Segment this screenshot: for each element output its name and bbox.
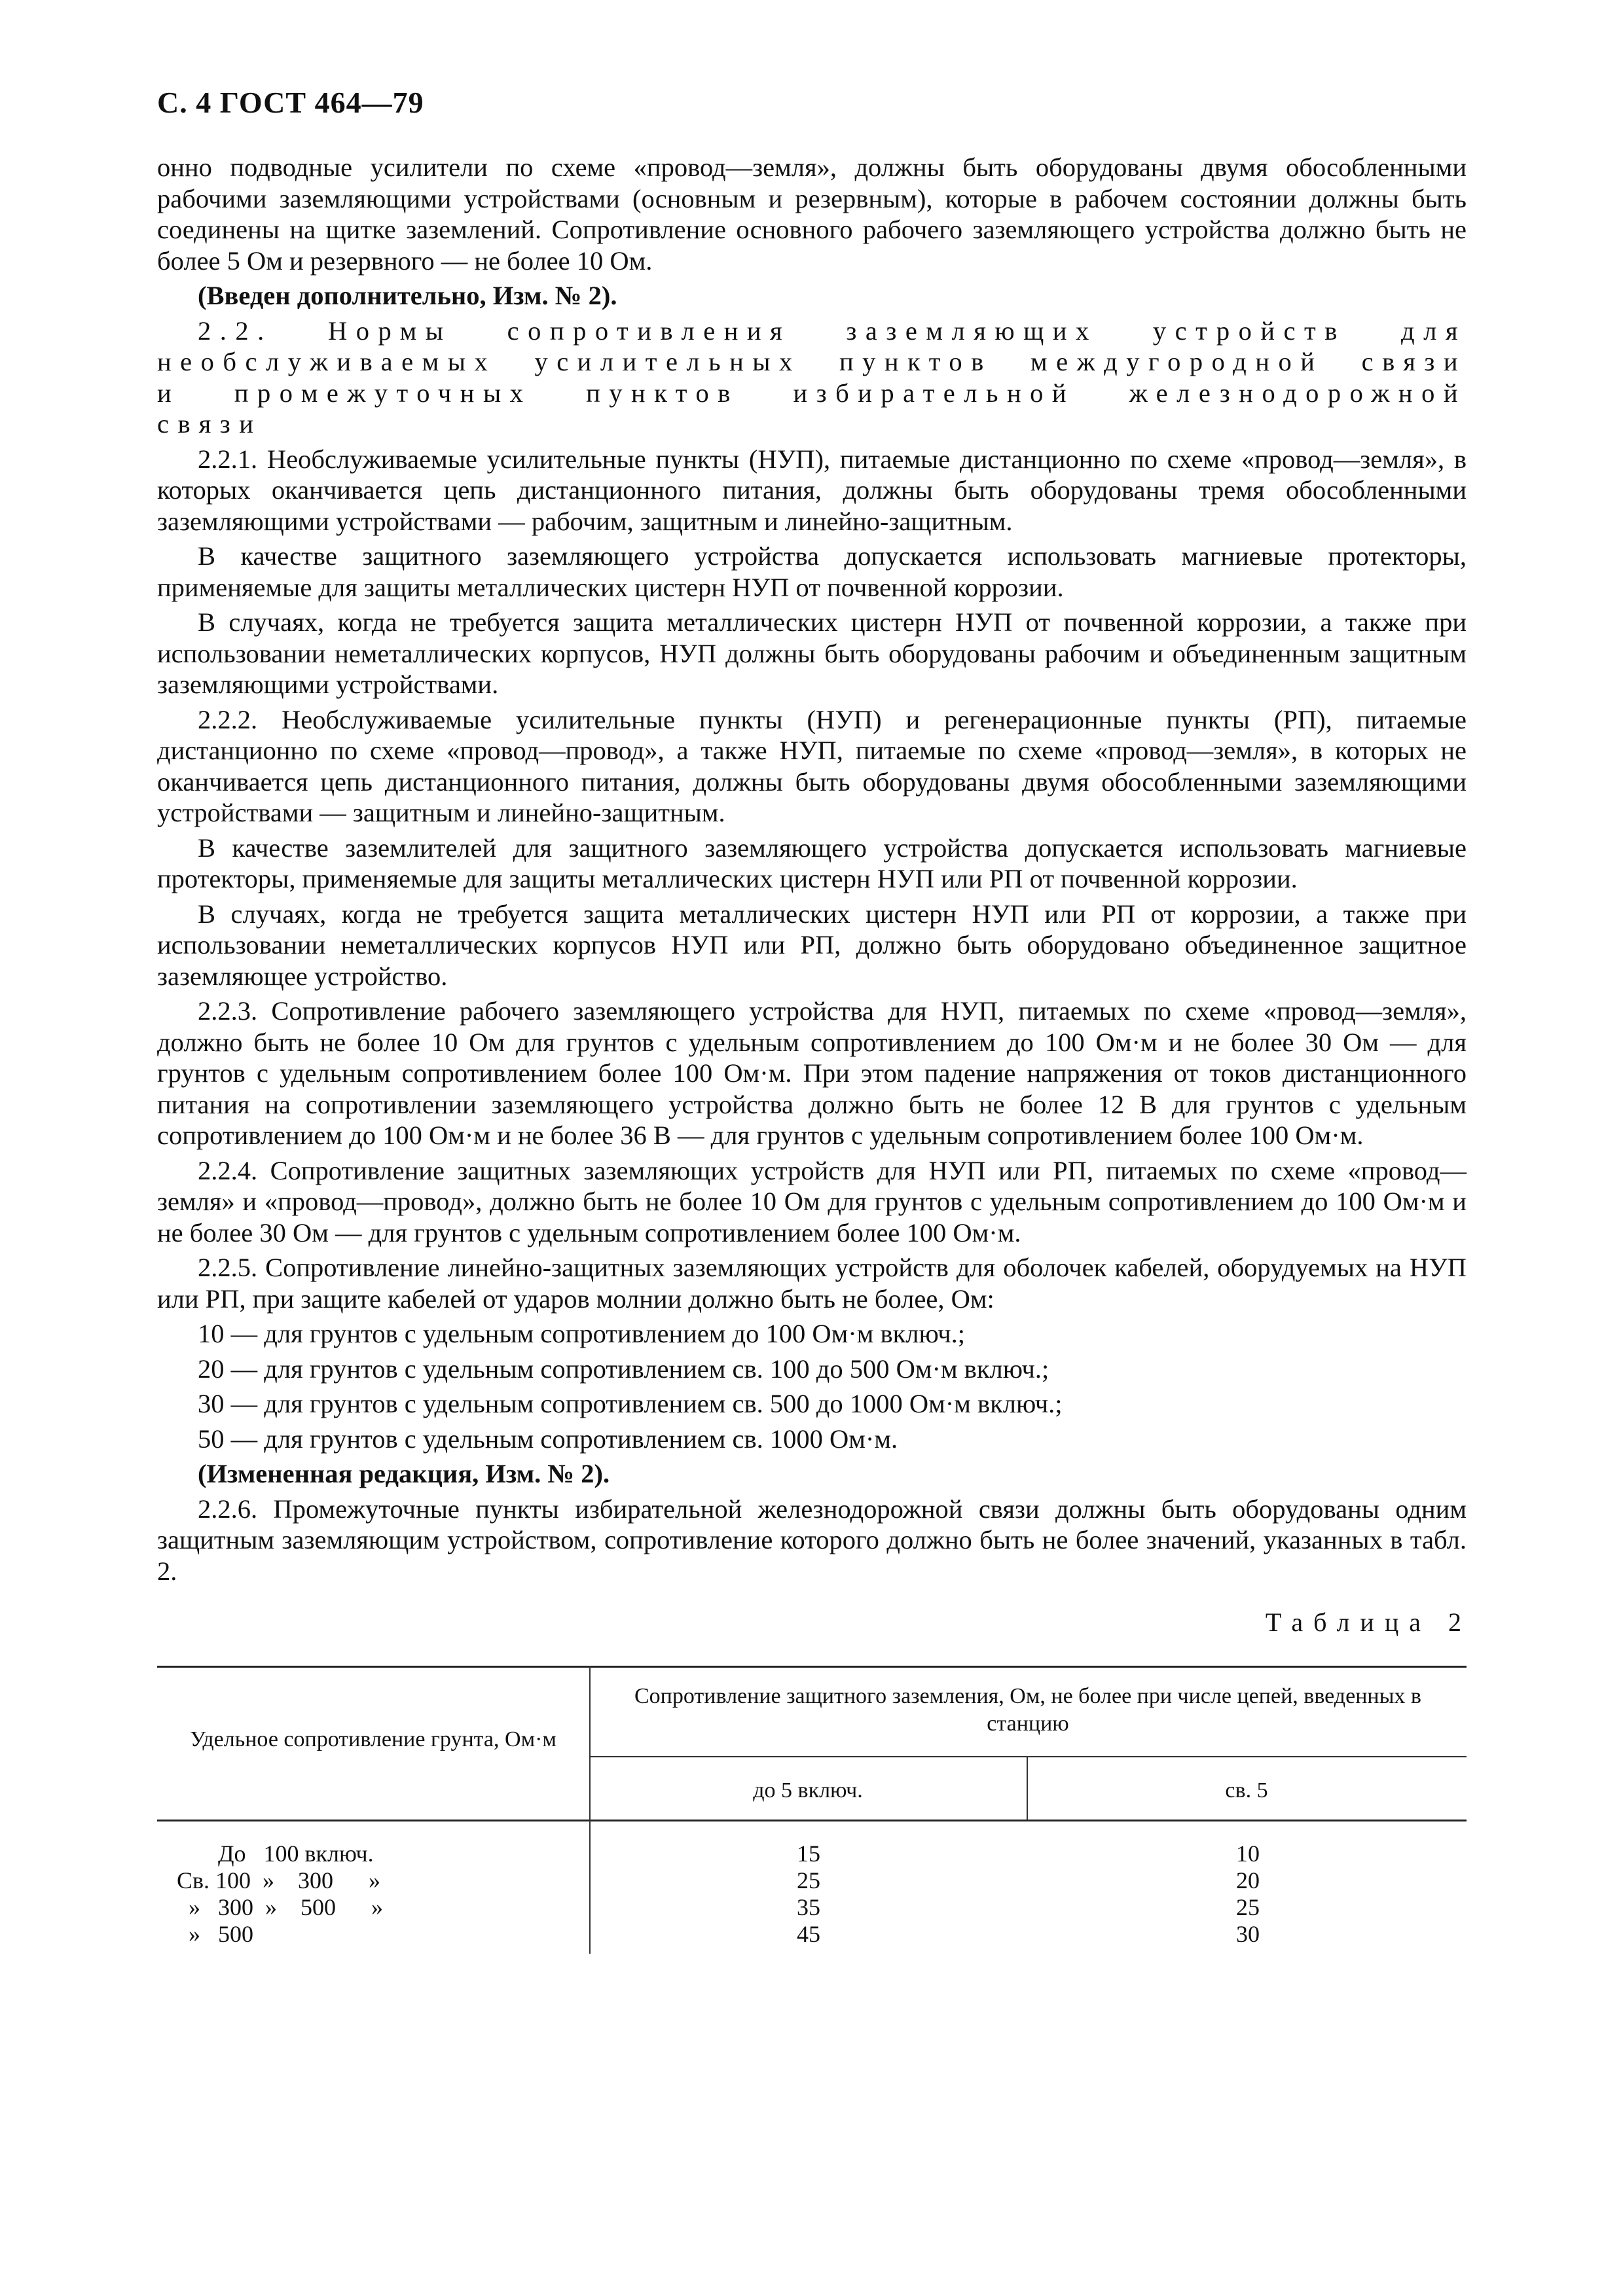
table-subheader-1: до 5 включ. (753, 1778, 863, 1803)
table-cell: 30 (1236, 1921, 1260, 1947)
amendment-note: (Введен дополнительно, Изм. № 2). (198, 281, 617, 310)
document-body (157, 152, 1467, 1590)
table-2 (157, 1666, 1467, 1954)
table-header-soil: Удельное сопротивление грунта, Ом·м (190, 1727, 556, 1751)
table-cell: 10 (1236, 1840, 1260, 1867)
table-cell: 20 (1236, 1867, 1260, 1893)
table-col-a (743, 1840, 874, 1948)
section-heading: 2.2. Нормы сопротивления заземляющих устройств для необслуживаемых усилительных пунктов междугородной связи и промежуточных пунктов избирательной железнодорожной связи (157, 315, 1467, 439)
table-row-soil: Св. 100 » 300 » (177, 1867, 381, 1893)
paragraph: 2.2.6. Промежуточные пункты избирательной железнодорожной связи должны быть оборудованы одним защитным заземляющим устройством, сопротивление которого должно быть не более значений, указанных в табл. 2. (157, 1494, 1467, 1586)
table-subheader-rule (589, 1756, 1467, 1757)
table-subheader-2: св. 5 (1225, 1778, 1268, 1803)
table-cell: 25 (1236, 1894, 1260, 1920)
table-col-divider-1 (589, 1666, 591, 1954)
table-header-group: Сопротивление защитного заземления, Ом, не более при числе цепей, введенных в станцию (634, 1684, 1421, 1736)
table-row-soil: До 100 включ. (177, 1840, 374, 1867)
table-cell: 25 (797, 1867, 820, 1893)
table-cell: 35 (797, 1894, 820, 1920)
table-caption: Таблица 2 (1265, 1607, 1472, 1637)
list-item: 50 — для грунтов с удельным сопротивлением св. 1000 Ом·м. (198, 1424, 898, 1454)
table-row-soil: » 500 (177, 1921, 253, 1947)
paragraph: В случаях, когда не требуется защита металлических цистерн НУП или РП от коррозии, а также при использовании неметаллических корпусов НУП или РП, должно быть оборудовано объединенное защитное заземляющее устройство. (157, 899, 1467, 991)
paragraph: В качестве защитного заземляющего устройства допускается использовать магниевые протекторы, применяемые для защиты металлических цистерн НУП от почвенной коррозии. (157, 541, 1467, 602)
table-col-b (1182, 1840, 1313, 1948)
paragraph: 2.2.4. Сопротивление защитных заземляющих устройств для НУП или РП, питаемых по схеме «провод—земля» и «провод—провод», должно быть не более 10 Ом для грунтов с удельным сопротивлением до 100 Ом·м и не более 30 Ом — для грунтов с удельным сопротивлением более 100 Ом·м. (157, 1155, 1467, 1247)
table-soil-column (177, 1840, 383, 1948)
paragraph: 2.2.2. Необслуживаемые усилительные пункты (НУП) и регенерационные пункты (РП), питаемые дистанционно по схеме «провод—провод», а также НУП, питаемые по схеме «провод—земля», в которых не оканчивается цепь дистанционного питания, должны быть оборудованы двумя обособленными заземляющими устройствами — защитным и линейно-защитным. (157, 704, 1467, 827)
table-cell: 15 (797, 1840, 820, 1867)
amendment-note: (Измененная редакция, Изм. № 2). (198, 1459, 610, 1488)
table-row-soil: » 300 » 500 » (177, 1894, 383, 1920)
list-item: 10 — для грунтов с удельным сопротивлением до 100 Ом·м включ.; (198, 1319, 965, 1348)
paragraph: 2.2.1. Необслуживаемые усилительные пункты (НУП), питаемые дистанционно по схеме «провод—земля», в которых оканчивается цепь дистанционного питания, должны быть оборудованы тремя обособленными заземляющими устройствами — рабочим, защитным и линейно-защитным. (157, 444, 1467, 536)
table-header-rule (157, 1820, 1467, 1821)
paragraph: 2.2.3. Сопротивление рабочего заземляющего устройства для НУП, питаемых по схеме «провод—земля», должно быть не более 10 Ом для грунтов с удельным сопротивлением до 100 Ом·м и не более 30 Ом — для грунтов с удельным сопротивлением более 100 Ом·м. При этом падение напряжения от токов дистанционного питания на сопротивлении заземляющего устройства должно быть не более 12 В для грунтов с удельным сопротивлением до 100 Ом·м и не более 36 В — для грунтов с удельным сопротивлением более 100 Ом·м. (157, 996, 1467, 1150)
paragraph: 2.2.5. Сопротивление линейно-защитных заземляющих устройств для оболочек кабелей, оборудуемых на НУП или РП, при защите кабелей от ударов молнии должно быть не более, Ом: (157, 1253, 1467, 1314)
list-item: 20 — для грунтов с удельным сопротивлением св. 100 до 500 Ом·м включ.; (198, 1354, 1049, 1384)
paragraph: онно подводные усилители по схеме «провод—земля», должны быть оборудованы двумя обособленными рабочими заземляющими устройствами (основным и резервным), которые в рабочем состоянии должны быть соединены на щитке заземлений. Сопротивление основного рабочего заземляющего устройства должно быть не более 5 Ом и резервного — не более 10 Ом. (157, 152, 1467, 276)
page-header: С. 4 ГОСТ 464—79 (157, 86, 424, 119)
list-item: 30 — для грунтов с удельным сопротивлением св. 500 до 1000 Ом·м включ.; (198, 1389, 1063, 1418)
table-top-rule (157, 1666, 1467, 1668)
table-cell: 45 (797, 1921, 820, 1947)
paragraph: В случаях, когда не требуется защита металлических цистерн НУП от почвенной коррозии, а также при использовании неметаллических корпусов, НУП должны быть оборудованы рабочим и объединенным защитным заземляющими устройствами. (157, 607, 1467, 699)
paragraph: В качестве заземлителей для защитного заземляющего устройства допускается использовать магниевые протекторы, применяемые для защиты металлических цистерн НУП или РП от почвенной коррозии. (157, 833, 1467, 893)
